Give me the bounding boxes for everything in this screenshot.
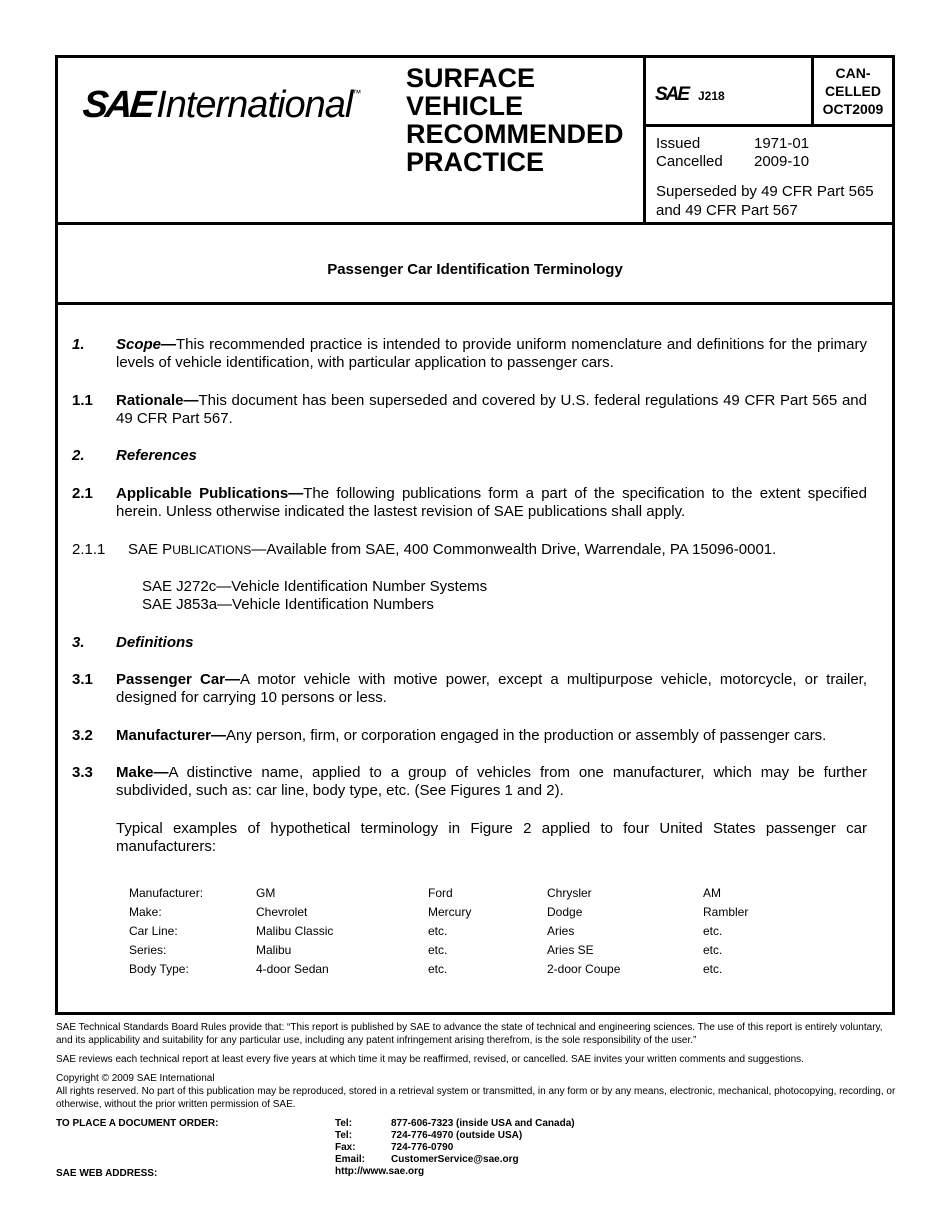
logo-sae: SAE [80, 84, 155, 126]
document-number: J218 [698, 89, 725, 103]
section-heading: Manufacturer— [116, 727, 227, 744]
contact-key: Email: [335, 1154, 366, 1165]
table-row [129, 941, 748, 960]
table-cell: etc. [703, 943, 723, 957]
table-cell: 4-door Sedan [256, 962, 329, 976]
table-cell: Dodge [547, 905, 583, 919]
document-type-line: PRACTICE [406, 147, 545, 177]
document-type-line: VEHICLE [406, 91, 524, 121]
table-cell: 2-door Coupe [547, 962, 621, 976]
document-title: Passenger Car Identification Terminology [327, 261, 623, 278]
section-text: A motor vehicle with motive power, except a multipurpose vehicle, motorcycle, or trailer, designed for carrying 10 persons or less. [116, 671, 867, 706]
document-frame [55, 55, 895, 1015]
table-row [129, 960, 748, 979]
section-text: This document has been superseded and covered by U.S. federal regulations 49 CFR Part 565 and 49 CFR Part 567. [116, 392, 867, 427]
section-2 [72, 447, 867, 465]
superseded-note: Superseded by 49 CFR Part 565 and 49 CFR Part 567 [656, 183, 874, 219]
sae-international-logo [80, 84, 362, 126]
stamp-line: OCT2009 [822, 101, 884, 117]
section-number: 2. [72, 447, 85, 464]
section-text: This recommended practice is intended to provide uniform nomenclature and definitions for the primary levels of vehicle identification, with particular application to passenger cars. [116, 336, 867, 371]
table-row [129, 903, 748, 922]
logo-international: International [156, 84, 353, 126]
reference-list [142, 578, 842, 614]
section-heading-smallcaps: UBLICATIONS [172, 543, 252, 557]
contact-key: Fax: [335, 1142, 356, 1153]
table-cell: Manufacturer: [129, 886, 204, 900]
footer-rights: All rights reserved. No part of this publication may be reproduced, stored in a retrieval system or transmitted, in any form or by any means, electronic, mechanical, photocopying, recording, or otherwise, without the prior written permission of SAE. [56, 1086, 896, 1110]
section-text: The following publications form a part of the specification to the extent specified herein. Unless otherwise indicated the lastest revision of SAE publications shall apply. [116, 485, 867, 520]
document-type-line: RECOMMENDED [406, 119, 624, 149]
table-cell: Mercury [428, 905, 472, 919]
document-info-panel [643, 58, 892, 222]
stamp-line: CELLED [825, 83, 881, 99]
section-heading: Applicable Publications— [116, 485, 304, 502]
section-3-3 [72, 764, 867, 800]
issued-label: Issued [656, 135, 701, 152]
table-cell: Rambler [703, 905, 749, 919]
contact-email-link[interactable]: CustomerService@sae.org [391, 1154, 519, 1165]
table-cell: Car Line: [129, 924, 178, 938]
web-address-label: SAE WEB ADDRESS: [56, 1168, 158, 1179]
issued-value: 1971-01 [754, 135, 810, 152]
table-cell: GM [256, 886, 276, 900]
table-cell: etc. [703, 924, 723, 938]
footer-copyright: Copyright © 2009 SAE International [56, 1073, 215, 1084]
section-heading: Rationale— [116, 392, 199, 409]
table-cell: etc. [703, 962, 723, 976]
table-cell: Aries SE [547, 943, 594, 957]
section-number: 3. [72, 634, 85, 651]
section-text: A distinctive name, applied to a group of vehicles from one manufacturer, which may be further subdivided, such as: car line, body type, etc. (See Figures 1 and 2). [116, 764, 867, 799]
section-2-1-1 [72, 541, 867, 559]
document-type-line: SURFACE [406, 63, 536, 93]
examples-table [129, 884, 748, 979]
table-cell: Chrysler [547, 886, 592, 900]
contact-phone: 877-606-7323 (inside USA and Canada) [391, 1118, 575, 1129]
document-header [58, 58, 892, 225]
table-cell: Malibu [256, 943, 292, 957]
section-heading: Make— [116, 764, 169, 781]
table-row [129, 884, 748, 903]
section-number: 1.1 [72, 392, 93, 409]
section-heading: References [116, 447, 197, 464]
document-number-cell [646, 58, 814, 124]
table-cell: Chevrolet [256, 905, 308, 919]
contact-list [335, 1118, 575, 1178]
section-3-2 [72, 727, 867, 745]
section-number: 1. [72, 336, 85, 353]
section-3-1 [72, 671, 867, 707]
section-heading: Passenger Car— [116, 671, 241, 688]
reference-item: SAE J272c—Vehicle Identification Number Systems [142, 578, 488, 595]
section-heading: Definitions [116, 634, 194, 651]
contact-fax: 724-776-0790 [391, 1142, 454, 1153]
section-1 [72, 336, 867, 372]
contact-row [335, 1154, 575, 1166]
table-cell: Aries [547, 924, 575, 938]
footer-rules: SAE Technical Standards Board Rules provide that: “This report is published by SAE to advance the state of technical and engineering sciences. The use of this report is entirely voluntary, and its applicability and suitability for any particular use, including any patent infringement arising therefrom, is the sole responsibility of the user.” [56, 1022, 883, 1046]
document-type [406, 64, 646, 176]
contact-row [335, 1118, 575, 1130]
section-number: 3.1 [72, 671, 93, 688]
section-text: Any person, firm, or corporation engaged in the production or assembly of passenger cars. [226, 727, 827, 744]
title-bar [58, 225, 892, 305]
contact-row [335, 1130, 575, 1142]
contact-key: Tel: [335, 1118, 353, 1129]
cancelled-stamp [814, 58, 892, 124]
stamp-line: CAN- [835, 65, 871, 81]
contact-row [335, 1166, 575, 1178]
section-1-1 [72, 392, 867, 428]
section-number: 3.2 [72, 727, 93, 744]
section-heading: SAE P [128, 541, 173, 558]
logo-trademark: ™ [352, 88, 362, 98]
order-label: TO PLACE A DOCUMENT ORDER: [56, 1118, 219, 1129]
issue-dates [656, 135, 809, 171]
table-cell: AM [703, 886, 721, 900]
table-row [129, 922, 748, 941]
section-heading: Scope— [116, 336, 177, 353]
table-cell: etc. [428, 924, 448, 938]
footer-review: SAE reviews each technical report at least every five years at which time it may be reaffirmed, revised, or cancelled. SAE invites your written comments and suggestions. [56, 1054, 804, 1065]
table-cell: Body Type: [129, 962, 189, 976]
contact-key: Tel: [335, 1130, 353, 1141]
web-address-link[interactable]: http://www.sae.org [335, 1166, 425, 1177]
contact-phone: 724-776-4970 (outside USA) [391, 1130, 523, 1141]
contact-row [335, 1142, 575, 1154]
sae-mini-logo: SAE [655, 84, 689, 105]
typical-examples-intro [72, 820, 867, 856]
table-cell: Ford [428, 886, 453, 900]
reference-item: SAE J853a—Vehicle Identification Numbers [142, 596, 434, 613]
table-cell: Malibu Classic [256, 924, 334, 938]
cancelled-value: 2009-10 [754, 153, 810, 170]
section-text: Typical examples of hypothetical terminology in Figure 2 applied to four United States passenger car manufacturers: [116, 820, 867, 855]
table-cell: etc. [428, 943, 448, 957]
section-3 [72, 634, 867, 652]
table-cell: Series: [129, 943, 167, 957]
section-2-1 [72, 485, 867, 521]
table-cell: etc. [428, 962, 448, 976]
table-cell: Make: [129, 905, 162, 919]
section-number: 2.1.1 [72, 541, 106, 558]
section-number: 3.3 [72, 764, 93, 781]
section-number: 2.1 [72, 485, 93, 502]
section-text: —Available from SAE, 400 Commonwealth Drive, Warrendale, PA 15096-0001. [251, 541, 777, 558]
document-number-row [646, 58, 895, 127]
cancelled-label: Cancelled [656, 153, 723, 170]
